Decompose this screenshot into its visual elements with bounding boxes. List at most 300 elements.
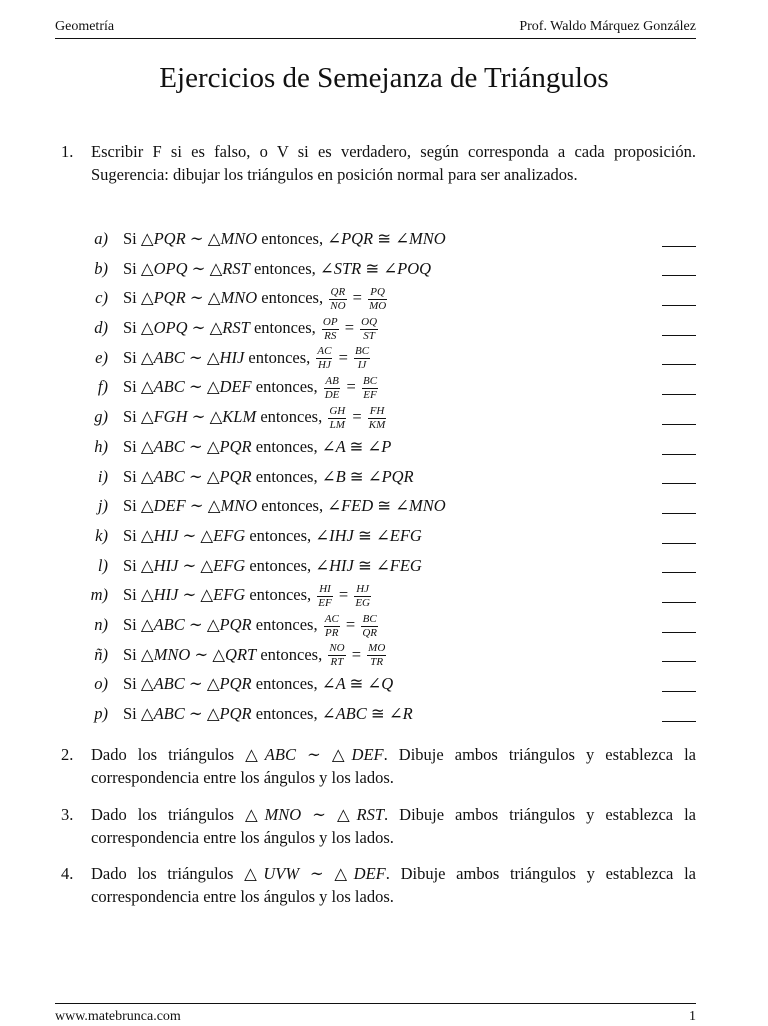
numerator: FH [369,404,385,417]
triangle-name-2: MNO [220,288,258,308]
triangle-symbol: △ [245,745,265,764]
fraction-right [360,317,378,342]
equals-symbol: = [338,347,348,367]
fraction-left [324,376,341,401]
answer-blank [662,691,696,692]
angle-congruence [327,496,445,515]
triangle-symbol: △ [140,614,154,634]
item-statement [123,343,372,373]
fraction-left [322,317,339,342]
si-word: Si [123,229,137,248]
angle-name-1: A [335,674,346,694]
item-label: m) [90,585,108,605]
numerator: BC [362,375,378,388]
angle-symbol: ∠ [321,674,336,694]
true-false-list [55,224,696,729]
triangle-symbol: △ [140,585,154,605]
triangle-name-1: MNO [153,644,191,664]
entonces-word: entonces, [261,229,324,248]
answer-blank [662,602,696,603]
triangle-symbol: △ [140,229,154,248]
numerator: AC [324,612,339,625]
page-title: Ejercicios de Semejanza de Triángulos [159,62,609,94]
congruent-symbol: ≅ [365,258,380,278]
fraction-left [316,346,332,371]
list-item [55,283,696,313]
triangle-name-1: MNO [264,805,302,824]
triangle-name-2: EFG [213,525,246,545]
similar-symbol: ∼ [189,229,204,248]
exercise-text [91,803,696,849]
fraction-right [368,406,387,431]
triangle-similarity [141,318,250,337]
similar-symbol: ∼ [189,496,204,516]
item-label: ñ) [94,644,108,664]
ratio-equality [327,286,389,313]
exercise-instruction: . Dibuje ambos triángulos y establezca la correspondencia entre los ángulos y los lados. [91,864,696,906]
fraction-right [361,614,378,639]
triangle-symbol: △ [207,496,221,516]
triangle-name-2: RST [222,258,250,278]
triangle-name-2: RST [222,318,250,338]
triangle-symbol: △ [331,745,352,764]
list-item [55,372,696,402]
list-item [55,462,696,492]
answer-blank [662,246,696,247]
angle-symbol: ∠ [367,436,382,456]
denominator: PR [325,626,339,639]
triangle-similarity [141,645,256,664]
answer-blank [662,661,696,662]
angle-symbol: ∠ [315,555,330,575]
triangle-symbol: △ [140,466,154,486]
triangle-similarity [141,437,252,456]
triangle-similarity [141,674,252,693]
triangle-name-1: HIJ [153,585,179,605]
entonces-word: entonces, [255,466,318,486]
entonces-word: entonces, [253,318,316,338]
similar-symbol: ∼ [182,525,197,545]
congruent-symbol: ≅ [377,496,392,516]
similar-symbol: ∼ [188,377,203,397]
triangle-name-2: MNO [220,496,258,516]
entonces-word: entonces, [255,614,318,634]
angle-name-1: HIJ [329,555,354,575]
angle-symbol: ∠ [395,496,410,516]
answer-blank [662,543,696,544]
triangle-symbol: △ [244,864,264,883]
item-statement [123,699,413,729]
triangle-symbol: △ [140,318,154,338]
angle-name-2: P [381,436,392,456]
fraction-left [324,614,340,639]
answer-blank [662,305,696,306]
si-word: Si [123,555,137,575]
list-item [55,610,696,640]
angle-symbol: ∠ [388,704,403,723]
si-word: Si [123,407,137,427]
triangle-name-1: ABC [264,745,296,764]
si-word: Si [123,318,137,338]
triangle-symbol: △ [244,805,265,824]
fraction-right [354,346,370,371]
exercise-instruction: . Dibuje ambos triángulos y establezca la correspondencia entre los ángulos y los lados. [91,805,696,847]
triangle-name-2: MNO [220,229,258,248]
denominator: RT [330,656,344,669]
triangle-symbol: △ [140,644,154,664]
answer-blank [662,394,696,395]
ratio-equality [326,404,388,431]
item-statement [123,432,391,462]
item-label: k) [95,525,108,545]
entonces-word: entonces, [255,436,318,456]
item-statement [123,551,422,581]
triangle-symbol: △ [206,466,220,486]
fraction-right [354,584,371,609]
list-item [55,669,696,699]
answer-blank [662,424,696,425]
si-word: Si [123,525,137,545]
ratio-equality [322,612,380,639]
fraction-left [317,584,332,609]
angle-name-2: POQ [397,258,432,278]
triangle-similarity [141,377,252,396]
triangle-name-1: ABC [153,614,185,634]
fraction-left [328,406,346,431]
triangle-name-2: PQR [219,674,252,694]
entonces-word: entonces, [253,258,316,278]
item-statement [123,610,380,640]
triangle-name-1: PQR [153,288,186,308]
triangle-symbol: △ [140,407,154,427]
triangle-symbol: △ [140,704,154,723]
triangle-symbol: △ [200,555,214,575]
denominator: EG [355,596,370,609]
item-label: j) [97,496,108,516]
item-statement [123,224,446,254]
list-item [55,313,696,343]
triangle-symbol: △ [140,496,154,516]
congruent-symbol: ≅ [357,555,372,575]
angle-symbol: ∠ [327,229,342,248]
denominator: LM [329,418,345,431]
triangle-symbol: △ [206,377,220,397]
similar-symbol: ∼ [312,805,326,824]
triangle-symbol: △ [140,288,154,308]
triangle-name-2: QRT [225,644,257,664]
angle-symbol: ∠ [367,674,382,694]
triangle-similarity [141,259,250,278]
answer-blank [662,483,696,484]
triangle-name-2: PQR [219,436,252,456]
angle-symbol: ∠ [375,555,390,575]
angle-congruence [322,704,413,723]
answer-blank [662,454,696,455]
item-label: o) [94,674,108,694]
denominator: ST [363,329,375,342]
header-author: Prof. Waldo Márquez González [519,19,696,34]
exercise-4 [55,862,696,908]
triangle-symbol: △ [140,674,154,694]
item-statement [123,521,422,551]
item-label: f) [97,377,108,397]
equals-symbol: = [345,614,356,634]
triangle-symbol: △ [212,644,226,664]
equals-symbol: = [338,585,349,605]
numerator: AC [317,345,332,358]
triangle-similarity [141,229,257,248]
entonces-word: entonces, [260,407,323,427]
item-statement [123,580,373,610]
congruent-symbol: ≅ [349,674,364,694]
page-number: 1 [689,1009,696,1024]
triangle-similarity [141,496,257,515]
angle-congruence [327,229,445,248]
triangle-symbol: △ [140,525,154,545]
triangle-similarity [141,407,256,426]
list-item [55,491,696,521]
triangle-symbol: △ [207,288,221,308]
angle-congruence [315,556,422,575]
answer-blank [662,721,696,722]
triangle-symbol: △ [140,436,154,456]
triangle-symbol: △ [336,805,357,824]
triangle-similarity [141,526,245,545]
fraction-left [328,643,345,668]
entonces-word: entonces, [261,288,324,308]
angle-symbol: ∠ [395,229,410,248]
exercise-3 [55,803,696,849]
answer-blank [662,572,696,573]
triangle-similarity [141,467,252,486]
entonces-word: entonces, [260,644,323,664]
footer-website: www.matebrunca.com [55,1009,181,1024]
equals-symbol: = [352,288,362,308]
triangle-symbol: △ [206,347,220,367]
triangle-name-1: UVW [263,864,300,883]
triangle-symbol: △ [140,347,154,367]
triangle-symbol: △ [140,258,154,278]
denominator: NO [330,300,346,313]
entonces-word: entonces, [255,377,318,397]
triangle-symbol: △ [140,377,154,397]
angle-congruence [322,467,414,486]
numerator: OQ [361,315,378,328]
triangle-symbol: △ [206,614,220,634]
triangle-name-1: HIJ [153,555,179,575]
list-item [55,580,696,610]
triangle-name-2: EFG [213,585,246,605]
triangle-name-2: HIJ [219,347,245,367]
triangle-name-2: PQR [219,466,252,486]
angle-name-2: Q [381,674,394,694]
triangle-name-1: FGH [153,407,188,427]
similar-symbol: ∼ [191,258,206,278]
fraction-right [367,643,386,668]
denominator: KM [368,418,386,431]
triangle-similarity [245,805,384,824]
footer-rule [55,1003,696,1004]
angle-name-1: STR [333,258,362,278]
similar-symbol: ∼ [188,466,203,486]
item-statement [123,402,388,432]
fraction-right [362,376,378,401]
denominator: QR [362,626,378,639]
triangle-name-1: ABC [153,674,185,694]
numerator: HJ [356,582,370,595]
triangle-name-2: DEF [219,377,252,397]
similar-symbol: ∼ [191,318,206,338]
triangle-name-2: EFG [213,555,246,575]
angle-congruence [322,437,392,456]
item-label: d) [94,318,108,338]
angle-name-2: MNO [409,229,446,248]
item-statement [123,313,380,343]
answer-blank [662,513,696,514]
exercise-number: 2. [61,745,74,764]
ratio-equality [314,345,372,372]
list-item [55,432,696,462]
similar-symbol: ∼ [188,674,203,694]
ratio-equality [322,375,380,402]
item-label: h) [94,436,108,456]
exercise-number: 1. [61,142,74,161]
triangle-name-1: ABC [153,704,185,723]
fraction-right [368,287,387,312]
item-statement [123,372,380,402]
triangle-name-1: OPQ [153,318,188,338]
item-statement [123,669,393,699]
list-item [55,402,696,432]
item-label: g) [94,407,108,427]
angle-congruence [315,526,422,545]
si-word: Si [123,614,137,634]
answer-blank [662,335,696,336]
angle-symbol: ∠ [367,466,382,486]
exercise-1 [55,140,696,186]
similar-symbol: ∼ [182,585,197,605]
triangle-name-1: DEF [153,496,186,516]
denominator: EF [363,389,377,402]
triangle-similarity [141,704,252,723]
angle-symbol: ∠ [383,258,398,278]
triangle-name-2: RST [356,805,385,824]
item-statement [123,254,431,284]
exercise-number: 4. [61,864,74,883]
exercise-text [91,862,696,908]
denominator: EF [318,596,332,609]
list-item [55,254,696,284]
item-label: n) [94,614,108,634]
exercise-instruction: . Dibuje ambos triángulos y establezca la correspondencia entre los ángulos y los lados. [91,745,696,787]
exercise-lead: Dado los triángulos [91,805,234,824]
si-word: Si [123,496,137,516]
triangle-similarity [141,615,252,634]
similar-symbol: ∼ [307,745,321,764]
numerator: QR [330,286,346,299]
entonces-word: entonces, [249,585,312,605]
si-word: Si [123,347,137,367]
angle-name-2: R [402,704,413,723]
angle-name-2: FEG [389,555,422,575]
angle-symbol: ∠ [321,436,336,456]
si-word: Si [123,644,137,664]
entonces-word: entonces, [261,496,324,516]
triangle-name-2: KLM [222,407,257,427]
congruent-symbol: ≅ [357,525,372,545]
header-subject: Geometría [55,19,115,34]
triangle-symbol: △ [209,258,223,278]
numerator: PQ [368,287,387,300]
denominator: MO [369,300,387,313]
angle-name-1: B [335,466,346,486]
angle-symbol: ∠ [315,525,330,545]
ratio-equality [320,315,380,342]
equals-symbol: = [344,318,355,338]
triangle-symbol: △ [207,229,221,248]
ratio-equality [315,582,373,609]
exercise-lead: Dado los triángulos [91,745,235,764]
denominator: RS [324,329,337,342]
triangle-symbol: △ [206,674,220,694]
equals-symbol: = [346,377,356,397]
angle-symbol: ∠ [321,466,336,486]
answer-blank [662,364,696,365]
triangle-name-1: ABC [153,466,185,486]
denominator: HJ [318,359,331,372]
entonces-word: entonces, [249,525,312,545]
list-item [55,640,696,670]
denominator: DE [324,389,340,402]
similar-symbol: ∼ [188,347,203,367]
triangle-name-2: PQR [219,614,252,634]
similar-symbol: ∼ [182,555,197,575]
numerator: NO [329,642,345,655]
numerator: BC [355,345,370,358]
congruent-symbol: ≅ [349,436,364,456]
angle-name-1: ABC [335,704,367,723]
entonces-word: entonces, [255,704,318,723]
angle-symbol: ∠ [327,496,342,516]
angle-congruence [320,259,431,278]
similar-symbol: ∼ [309,864,324,883]
triangle-name-1: ABC [153,436,185,456]
similar-symbol: ∼ [189,288,204,308]
triangle-similarity [141,556,245,575]
list-item [55,551,696,581]
triangle-name-2: DEF [353,864,386,883]
fraction-left [329,287,346,312]
answer-blank [662,632,696,633]
angle-congruence [322,674,393,693]
si-word: Si [123,704,137,723]
angle-name-1: A [335,436,346,456]
item-label: i) [97,466,108,486]
numerator: MO [368,642,386,655]
congruent-symbol: ≅ [377,229,392,248]
item-label: p) [94,704,108,723]
list-item [55,343,696,373]
exercise-2 [55,743,696,789]
item-statement [123,462,414,492]
triangle-similarity [141,288,257,307]
triangle-name-1: PQR [153,229,186,248]
congruent-symbol: ≅ [349,466,364,486]
denominator: TR [370,656,384,669]
si-word: Si [123,466,137,486]
item-label: a) [94,229,108,248]
item-statement [123,491,446,521]
